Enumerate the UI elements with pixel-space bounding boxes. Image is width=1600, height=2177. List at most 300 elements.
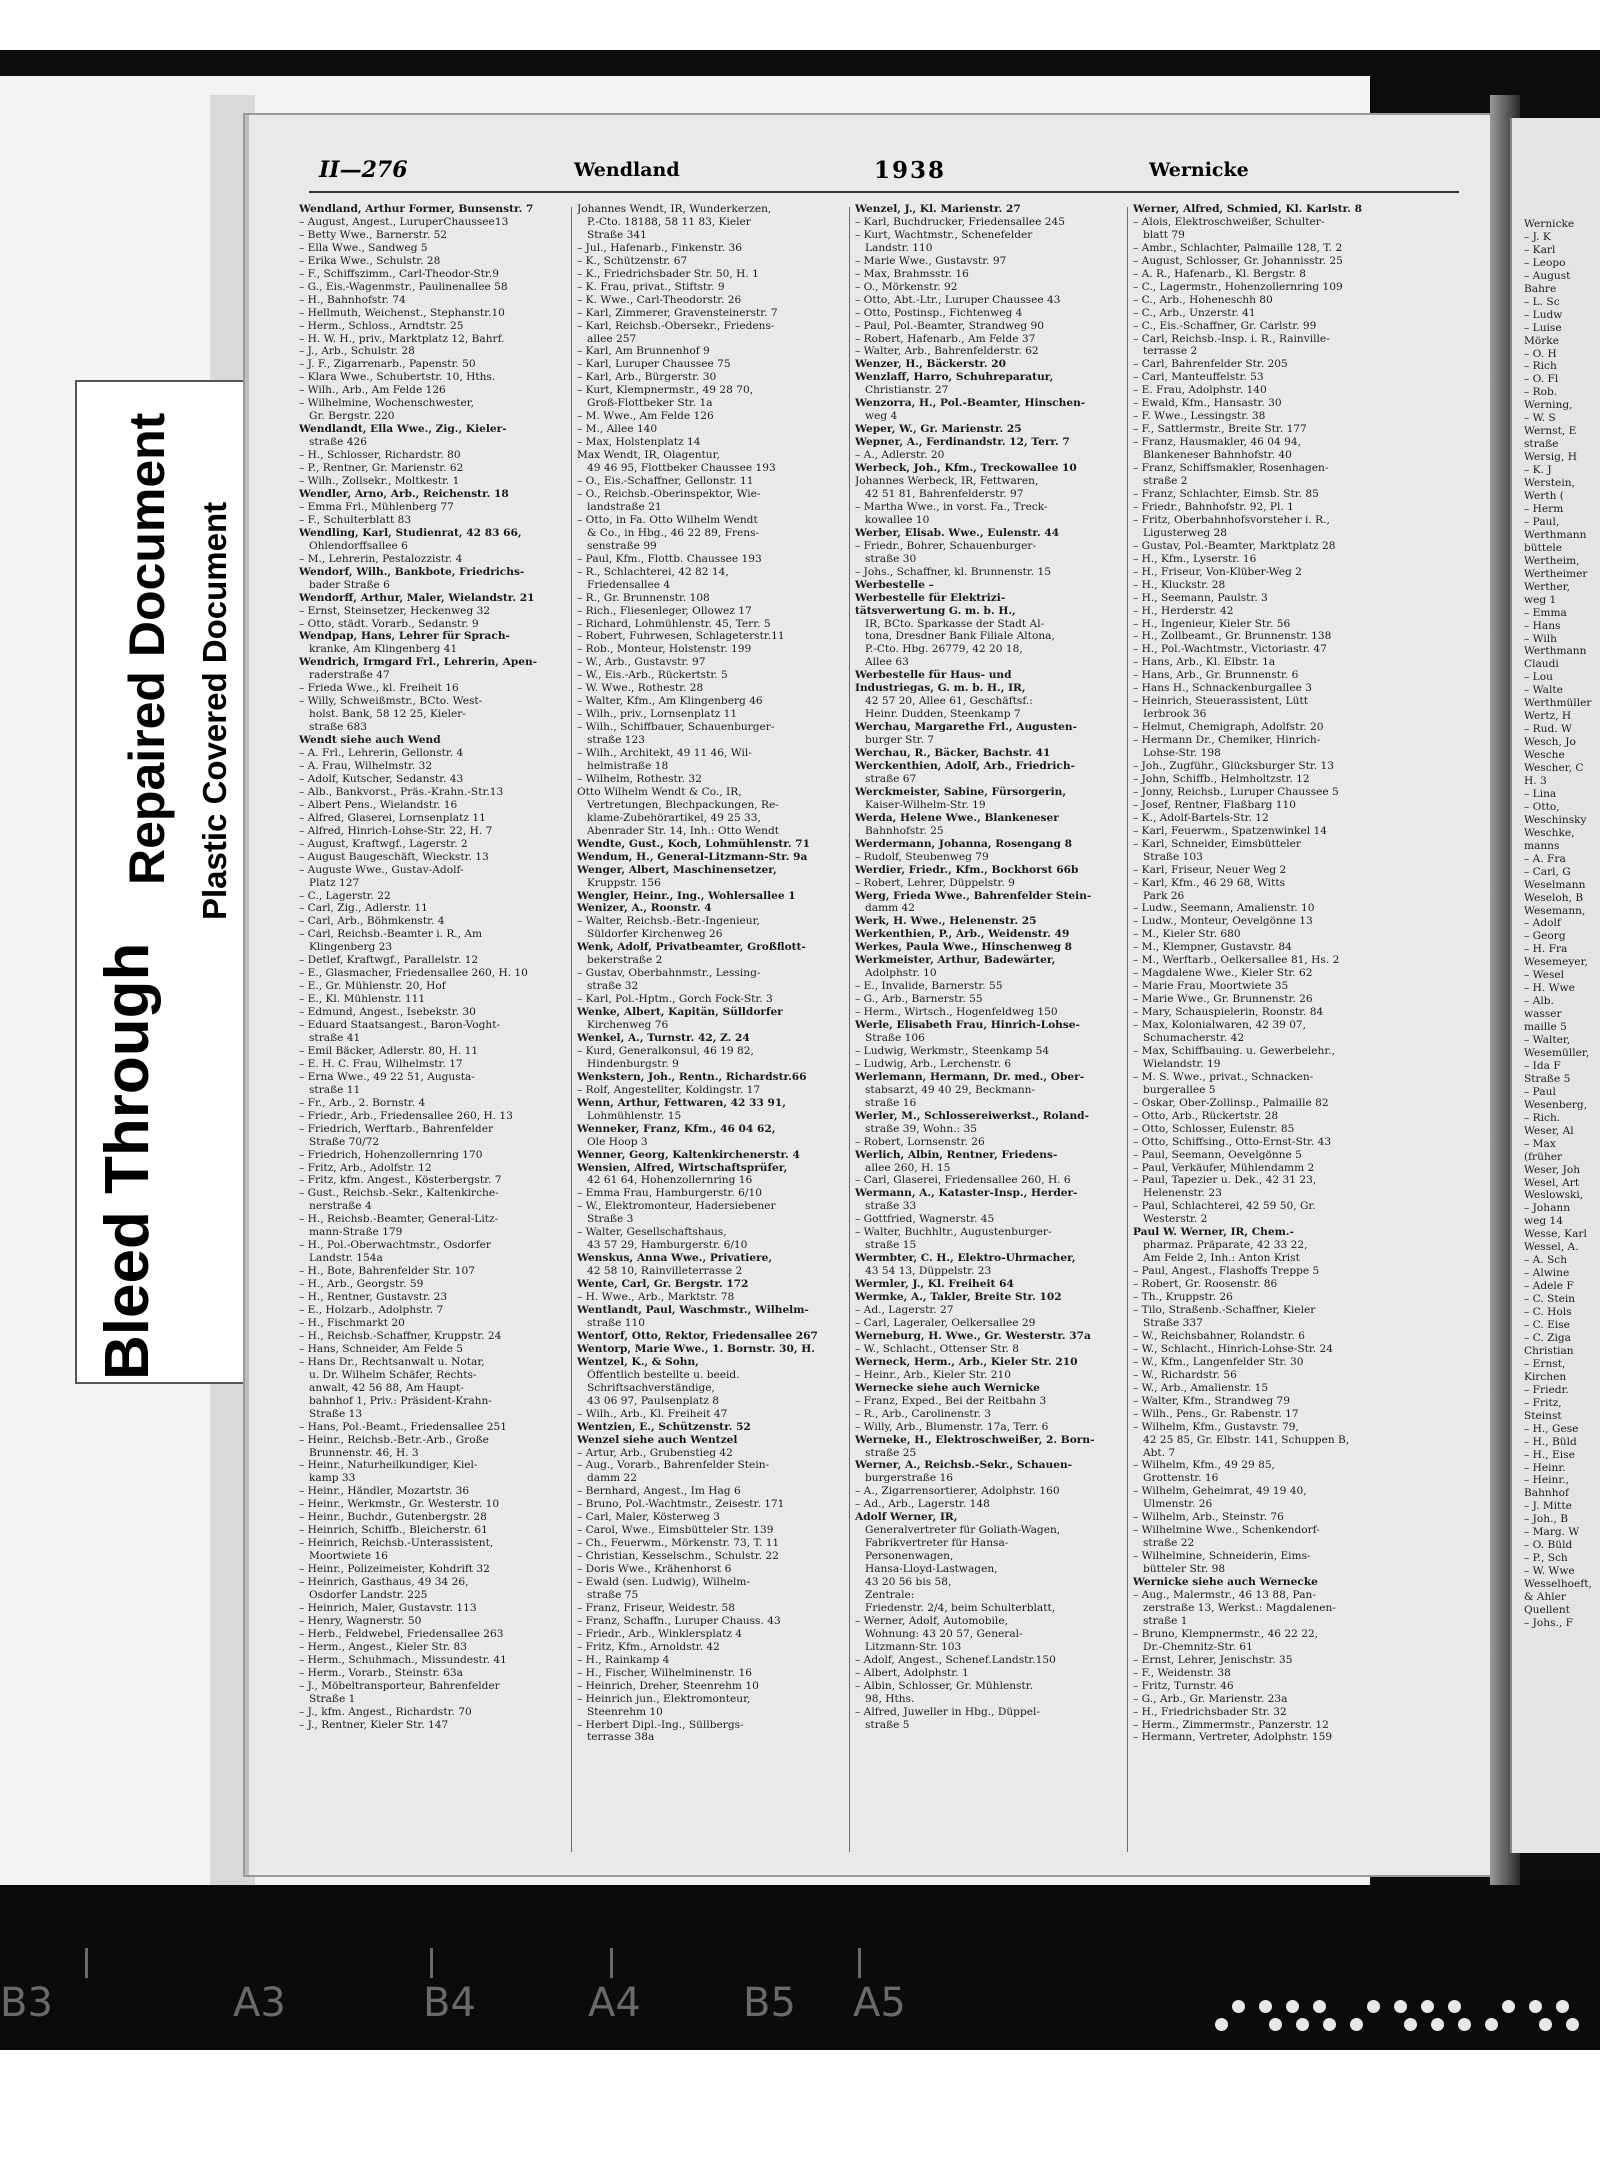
directory-entry: – Alfred, Glaserei, Lornsenplatz 11: [299, 811, 486, 824]
directory-entry: – Ella Wwe., Sandweg 5: [299, 241, 428, 254]
directory-entry: – Heinrich jun., Elektromonteur,: [577, 1692, 751, 1705]
directory-entry: 98, Hths.: [865, 1692, 915, 1705]
directory-entry: Süldorfer Kirchenweg 26: [587, 928, 723, 941]
directory-entry: 42 61 64, Hohenzollernring 16: [587, 1174, 753, 1187]
directory-entry: – R., Arb., Carolinenstr. 3: [855, 1407, 991, 1420]
calibration-dot: [1421, 2000, 1434, 2013]
directory-entry: holst. Bank, 58 12 25, Kieler-: [309, 708, 466, 721]
directory-entry: – H., Kluckstr. 28: [1133, 578, 1226, 591]
calibration-dot: [1529, 2000, 1542, 2013]
directory-entry: Hindenburgstr. 9: [587, 1057, 679, 1070]
directory-entry: – Friedr., Arb., Friedensallee 260, H. 13: [299, 1109, 513, 1122]
directory-entry: Werckenthien, Adolf, Arb., Friedrich-: [855, 759, 1075, 772]
directory-entry: kranke, Am Klingenberg 41: [309, 643, 458, 656]
directory-entry: Johannes Werbeck, IR, Fettwaren,: [855, 475, 1039, 488]
next-page-fragment: – Walter,: [1524, 1034, 1571, 1047]
directory-entry: Wente, Carl, Gr. Bergstr. 172: [577, 1278, 749, 1291]
next-page-fragment: – Leopo: [1524, 256, 1566, 269]
directory-entry: Johannes Wendt, IR, Wunderkerzen,: [577, 203, 772, 215]
directory-entry: Hansa-Lloyd-Lastwagen,: [865, 1563, 998, 1576]
directory-entry: – Karl, Pol.-Hptm., Gorch Fock-Str. 3: [577, 993, 773, 1006]
directory-entry: Wernicke siehe auch Wernecke: [1133, 1576, 1318, 1589]
directory-entry: Straße 1: [309, 1692, 356, 1705]
directory-entry: – C., Eis.-Schaffner, Gr. Carlstr. 99: [1133, 319, 1317, 332]
directory-entry: Straße 337: [1143, 1316, 1203, 1329]
directory-entry: – Emma Frau, Hamburgerstr. 6/10: [577, 1187, 762, 1200]
directory-entry: – Fritz, Arb., Adolfstr. 12: [299, 1161, 432, 1174]
directory-entry: bekerstraße 2: [587, 954, 663, 967]
directory-entry: – Heinr., Händler, Mozartstr. 36: [299, 1485, 470, 1498]
calibration-dot: [1313, 2000, 1326, 2013]
directory-entry: – Herm., Vorarb., Steinstr. 63a: [299, 1666, 463, 1679]
directory-entry: – Paul, Schlachterei, 42 59 50, Gr.: [1133, 1200, 1316, 1213]
directory-entry: – Alb., Bankvorst., Präs.-Krahn.-Str.13: [299, 785, 504, 798]
directory-page: [245, 115, 1511, 1875]
directory-entry: – G., Arb., Barnerstr. 55: [855, 993, 983, 1006]
next-page-fragment: Weser, Al: [1524, 1124, 1574, 1137]
directory-entry: – Fritz, Oberbahnhofsvorsteher i. R.,: [1133, 513, 1330, 526]
directory-entry: – F., Schulterblatt 83: [299, 513, 412, 526]
directory-entry: – Robert, Gr. Roosenstr. 86: [1133, 1278, 1278, 1291]
directory-entry: – Paul, Angest., Flashoffs Treppe 5: [1133, 1265, 1320, 1278]
directory-entry: – C., Lagermstr., Hohenzollernring 109: [1133, 280, 1343, 293]
directory-entry: – Hellmuth, Weichenst., Stephanstr.10: [299, 306, 505, 319]
next-page-fragment: – Lou: [1524, 671, 1553, 684]
directory-entry: – G., Eis.-Wagenmstr., Paulinenallee 58: [299, 280, 508, 293]
calibration-dot: [1259, 2000, 1272, 2013]
next-page-fragment: Weseloh, B: [1524, 891, 1584, 904]
directory-entry: – Carl, Maler, Kösterweg 3: [577, 1511, 720, 1524]
directory-entry: – Rob., Monteur, Holstenstr. 199: [577, 643, 752, 656]
directory-entry: Wenzorra, H., Pol.-Beamter, Hinschen-: [855, 397, 1086, 410]
directory-entry: Werber, Elisab. Wwe., Eulenstr. 44: [855, 526, 1060, 539]
directory-entry: Werbestelle –: [855, 578, 934, 591]
directory-entry: Weper, W., Gr. Marienstr. 25: [855, 423, 1022, 436]
directory-entry: – Klara Wwe., Schubertstr. 10, Hths.: [299, 371, 496, 384]
directory-entry: – Karl, Luruper Chaussee 75: [577, 358, 731, 371]
directory-entry: – Max, Holstenplatz 14: [577, 436, 701, 449]
directory-entry: Vertretungen, Blechpackungen, Re-: [587, 798, 779, 811]
next-page-fragment: – Johann: [1524, 1202, 1571, 1215]
next-page-fragment: – C. Eise: [1524, 1319, 1570, 1332]
column-divider: [849, 207, 850, 1852]
directory-entry: – Carol, Wwe., Eimsbütteler Str. 139: [577, 1524, 774, 1537]
directory-entry: – Alfred, Juweller in Hbg., Düppel-: [855, 1705, 1040, 1718]
directory-entry: – Christian, Kesselschm., Schulstr. 22: [577, 1550, 779, 1563]
next-page-fragment: Wesel, Art: [1524, 1176, 1580, 1189]
directory-entry: – Heinr., Reichsb.-Betr.-Arb., Große: [299, 1433, 489, 1446]
directory-entry: – K., Friedrichsbader Str. 50, H. 1: [577, 267, 759, 280]
directory-entry: – Paul, Pol.-Beamter, Strandweg 90: [855, 319, 1045, 332]
directory-entry: blatt 79: [1143, 228, 1185, 241]
directory-entry: Wenzer, H., Bäckerstr. 20: [855, 358, 1007, 371]
directory-entry: – Karl, Schneider, Eimsbütteler: [1133, 837, 1301, 850]
directory-entry: kamp 33: [309, 1472, 356, 1485]
directory-entry: – Herbert Dipl.-Ing., Süllbergs-: [577, 1718, 744, 1731]
directory-entry: Helenenstr. 23: [1143, 1187, 1222, 1200]
directory-entry: – Franz, Schiffsmakler, Rosenhagen-: [1133, 462, 1329, 475]
next-page-fragment: – W. Wwe: [1524, 1565, 1575, 1578]
directory-entry: – W. Wwe., Rothestr. 28: [577, 682, 704, 695]
directory-entry: Kirchenweg 76: [587, 1019, 669, 1032]
directory-entry: straße 67: [865, 772, 917, 785]
next-page-fragment: – H., Büld: [1524, 1435, 1577, 1448]
directory-entry: Ierbrook 36: [1143, 708, 1207, 721]
directory-entry: Klingenberg 23: [309, 941, 393, 954]
directory-entry: Werchau, R., Bäcker, Bachstr. 41: [855, 747, 1051, 760]
directory-entry: – Otto, in Fa. Otto Wilhelm Wendt: [577, 513, 758, 526]
directory-entry: – E. H. C. Frau, Wilhelmstr. 17: [299, 1057, 463, 1070]
next-page-fragment: – Ida F: [1524, 1059, 1561, 1072]
next-page-fragment: Weselmann: [1524, 878, 1586, 891]
directory-entry: terrasse 38a: [587, 1731, 655, 1744]
directory-entry: – Paul, Kfm., Flottb. Chaussee 193: [577, 552, 762, 565]
directory-entry: – Wilhelmine, Schneiderin, Eims-: [1133, 1550, 1311, 1563]
directory-entry: – Albert, Adolphstr. 1: [855, 1666, 969, 1679]
directory-entry: Werbestelle für Haus- und: [855, 669, 1012, 682]
directory-entry: Ohlendorffsallee 6: [309, 539, 408, 552]
directory-entry: straße 1: [1143, 1614, 1188, 1627]
directory-entry: – Helmut, Chemigraph, Adolfstr. 20: [1133, 721, 1324, 734]
directory-entry: – Heinrich, Schiffb., Bleicherstr. 61: [299, 1524, 488, 1537]
directory-entry: – Bruno, Pol.-Wachtmstr., Zeisestr. 171: [577, 1498, 785, 1511]
next-page-fragment: Werning,: [1524, 399, 1573, 412]
header-rule: [309, 191, 1459, 193]
next-page-fragment: Straße 5: [1524, 1072, 1571, 1085]
directory-entry: – Wilh., Arb., Am Felde 126: [299, 384, 446, 397]
directory-entry: – Hans, Schneider, Am Felde 5: [299, 1342, 464, 1355]
next-page-fragment: – Carl, G: [1524, 865, 1571, 878]
next-page-fragment: Wesemann,: [1524, 904, 1586, 917]
directory-entry: – H., Pol.-Oberwachtmstr., Osdorfer: [299, 1239, 491, 1252]
directory-entry: Wenke, Albert, Kapitän, Sülldorfer: [577, 1006, 783, 1019]
next-page-fragment: – J. Mitte: [1524, 1500, 1572, 1513]
directory-entry: Brunnenstr. 46, H. 3: [309, 1446, 419, 1459]
next-page-fragment: (früher: [1524, 1150, 1563, 1163]
next-page-fragment: Wertheimer: [1524, 567, 1588, 580]
directory-entry: Lohse-Str. 198: [1143, 747, 1221, 760]
directory-entry: – Otto, Schlosser, Eulenstr. 85: [1133, 1122, 1295, 1135]
directory-entry: – Robert, Fuhrwesen, Schlageterstr.11: [577, 630, 785, 643]
directory-entry: – M. S. Wwe., privat., Schnacken-: [1133, 1070, 1314, 1083]
directory-entry: – Max, Brahmsstr. 16: [855, 267, 969, 280]
next-page-fragment: Werthmann: [1524, 528, 1587, 541]
directory-entry: – Franz, Hausmakler, 46 04 94,: [1133, 436, 1301, 449]
next-page-fragment: – P., Sch: [1524, 1552, 1568, 1565]
directory-entry: Osdorfer Landstr. 225: [309, 1588, 428, 1601]
directory-entry: – F., Weidenstr. 38: [1133, 1666, 1231, 1679]
directory-entry: Litzmann-Str. 103: [865, 1640, 962, 1653]
next-page-fragment: Wesemüller,: [1524, 1047, 1590, 1059]
calibration-dot: [1404, 2018, 1417, 2031]
directory-entry: Groß-Flottbeker Str. 1a: [587, 397, 713, 410]
directory-entry: Wendorff, Arthur, Maler, Wielandstr. 21: [299, 591, 535, 604]
directory-entry: Abt. 7: [1143, 1446, 1176, 1459]
directory-entry: – Wilhelm, Geheimrat, 49 19 40,: [1133, 1485, 1307, 1498]
directory-entry: Wenzlaff, Harro, Schuhreparatur,: [855, 371, 1054, 384]
directory-entry: – Paul, Verkäufer, Mühlendamm 2: [1133, 1161, 1315, 1174]
directory-entry: bahnhof 1, Priv.: Präsident-Krahn-: [309, 1394, 492, 1407]
directory-entry: – Willy, Arb., Blumenstr. 17a, Terr. 6: [855, 1420, 1049, 1433]
directory-entry: – G., Arb., Gr. Marienstr. 23a: [1133, 1692, 1288, 1705]
calibration-dot: [1566, 2018, 1579, 2031]
directory-entry: – Wilh., priv., Lornsenplatz 11: [577, 708, 738, 721]
top-margin: [0, 0, 1600, 50]
directory-entry: – Otto, Arb., Rückertstr. 28: [1133, 1109, 1279, 1122]
directory-entry: anwalt, 42 56 88, Am Haupt-: [309, 1381, 464, 1394]
label-repaired-document: Repaired Document: [119, 412, 175, 885]
directory-entry: – R., Schlachterei, 42 82 14,: [577, 565, 729, 578]
directory-entry: – M., Werftarb., Oelkersallee 81, Hs. 2: [1133, 954, 1340, 967]
directory-entry: – Willy, Schweißmstr., BCto. West-: [299, 695, 483, 708]
directory-entry: – Richard, Lohmühlenstr. 45, Terr. 5: [577, 617, 771, 630]
next-page-fragment: Christian: [1524, 1344, 1574, 1357]
directory-entry: Bahnhofstr. 25: [865, 824, 944, 837]
directory-entry: helmistraße 18: [587, 759, 669, 772]
directory-entry: – Joh., Zugführ., Glücksburger Str. 13: [1133, 759, 1334, 772]
directory-entry: bader Straße 6: [309, 578, 390, 591]
next-page-fragment: Wesselhoeft,: [1524, 1578, 1592, 1591]
directory-entry: – Otto, Abt.-Ltr., Luruper Chaussee 43: [855, 293, 1061, 306]
calibration-dot: [1350, 2018, 1363, 2031]
directory-entry: – E., Kl. Mühlenstr. 111: [299, 993, 426, 1006]
directory-entry: – Fr., Arb., 2. Bornstr. 4: [299, 1096, 426, 1109]
next-page-fragment: – Marg. W: [1524, 1526, 1580, 1539]
directory-entry: – J., Möbeltransporteur, Bahrenfelder: [299, 1679, 500, 1692]
directory-entry: – M., Klempner, Gustavstr. 84: [1133, 941, 1292, 954]
page-number: II—276: [319, 157, 408, 183]
directory-entry: – August Baugeschäft, Wieckstr. 13: [299, 850, 489, 863]
directory-entry: Wendt siehe auch Wend: [299, 734, 441, 747]
directory-entry: – August, Kraftwgf., Lagerstr. 2: [299, 837, 468, 850]
directory-entry: – Rich., Fliesenleger, Ollowez 17: [577, 604, 752, 617]
directory-entry: Platz 127: [309, 876, 360, 889]
directory-entry: Wentzien, E., Schützenstr. 52: [577, 1420, 751, 1433]
directory-entry: straße 22: [1143, 1537, 1195, 1550]
directory-entry: – Friedrich, Werftarb., Bahrenfelder: [299, 1122, 494, 1135]
directory-entry: Paul W. Werner, IR, Chem.-: [1133, 1226, 1294, 1239]
directory-entry: – Hermann Dr., Chemiker, Hinrich-: [1133, 734, 1321, 747]
directory-entry: – W., Schlacht., Hinrich-Lohse-Str. 24: [1133, 1342, 1334, 1355]
next-page-fragment: Wernicke: [1524, 218, 1575, 230]
directory-entry: Wenn, Arthur, Fettwaren, 42 33 91,: [577, 1096, 786, 1109]
directory-entry: Wenner, Georg, Kaltenkirchenerstr. 4: [577, 1148, 800, 1161]
directory-entry: – K. Wwe., Carl-Theodorstr. 26: [577, 293, 742, 306]
next-page-fragment: – Fritz,: [1524, 1396, 1562, 1409]
next-page-fragment: – H., Gese: [1524, 1422, 1579, 1435]
next-page-fragment: – O. H: [1524, 347, 1557, 360]
next-page-fragment: – Paul,: [1524, 515, 1560, 528]
directory-entry: – Jonny, Reichsb., Luruper Chaussee 5: [1133, 785, 1339, 798]
next-page-fragment: – Friedr.: [1524, 1383, 1569, 1396]
directory-entry: – August, Schlosser, Gr. Johannisstr. 25: [1133, 254, 1343, 267]
directory-entry: Wernecke siehe auch Wernicke: [855, 1381, 1040, 1394]
directory-entry: – Ad., Lagerstr. 27: [855, 1304, 954, 1317]
next-page-fragment: – Alwine: [1524, 1267, 1570, 1280]
directory-entry: straße 683: [309, 721, 368, 734]
directory-entry: Wendlandt, Ella Wwe., Zig., Kieler-: [299, 423, 507, 436]
directory-entry: Straße 341: [587, 228, 647, 241]
directory-entry: 43 06 97, Paulsenplatz 8: [587, 1394, 720, 1407]
directory-entry: Wielandstr. 19: [1143, 1057, 1221, 1070]
color-calibration-dots: [1205, 2000, 1600, 2040]
directory-entry: – F. Wwe., Lessingstr. 38: [1133, 410, 1266, 423]
next-page-fragment: – Johs., F: [1524, 1616, 1574, 1629]
directory-entry: Max Wendt, IR, Olagentur,: [577, 449, 720, 462]
calibration-dot: [1431, 2018, 1444, 2031]
next-page-fragment: – August: [1524, 269, 1571, 282]
directory-entry: – Carl, Reichsb.-Insp. i. R., Rainville-: [1133, 332, 1330, 345]
directory-entry: – Erika Wwe., Schulstr. 28: [299, 254, 441, 267]
directory-entry: – Carl, Zig., Adlerstr. 11: [299, 902, 428, 915]
next-page-fragment: wasser: [1524, 1008, 1562, 1021]
next-page-fragment: – Walte: [1524, 684, 1563, 697]
directory-entry: Kruppstr. 156: [587, 876, 661, 889]
directory-entry: & Co., in Hbg., 46 22 89, Frens-: [587, 526, 760, 539]
ruler-label: B5: [743, 1980, 796, 2026]
calibration-dot: [1286, 2000, 1299, 2013]
header-right-catchword: Wernicke: [1149, 159, 1249, 181]
next-page-fragment: büttele: [1524, 541, 1563, 554]
directory-entry: – Henry, Wagnerstr. 50: [299, 1614, 422, 1627]
directory-entry: – F., Schiffszimm., Carl-Theodor-Str.9: [299, 267, 499, 280]
directory-entry: Wendland, Arthur Former, Bunsenstr. 7: [299, 203, 534, 215]
directory-entry: Öffentlich bestellte u. beeid.: [587, 1368, 740, 1381]
next-page-fragment: – J. K: [1524, 230, 1551, 243]
next-page-fragment: – Wesel: [1524, 969, 1565, 982]
directory-entry: Werdier, Friedr., Kfm., Bockhorst 66b: [855, 863, 1079, 876]
directory-entry: straße 32: [587, 980, 639, 993]
directory-entry: Landstr. 110: [865, 241, 933, 254]
directory-entry: – Wilhelm, Kfm., Gustavstr. 79,: [1133, 1420, 1299, 1433]
next-page-fragment: Wertheim,: [1524, 554, 1580, 567]
directory-entry: Adolphstr. 10: [865, 967, 937, 980]
next-page-fragment: – Emma: [1524, 606, 1567, 619]
directory-entry: Werchau, Margarethe Frl., Augusten-: [855, 721, 1077, 734]
directory-entry: – W., Eis.-Arb., Rückertstr. 5: [577, 669, 728, 682]
next-page-fragment: Steinst: [1524, 1409, 1562, 1422]
directory-entry: Friedenstr. 2/4, beim Schulterblatt,: [865, 1601, 1056, 1614]
next-page-fragment: Wescher, C: [1524, 762, 1584, 775]
directory-entry: straße 41: [309, 1032, 361, 1044]
directory-entry: – H., Friedrichsbader Str. 32: [1133, 1705, 1287, 1718]
directory-entry: Wendorf, Wilh., Bankbote, Friedrichs-: [299, 565, 525, 578]
directory-column-3: [855, 203, 1123, 1848]
next-page-fragment: H. 3: [1524, 774, 1547, 787]
directory-entry: Allee 63: [865, 656, 909, 669]
directory-entry: – Albin, Schlosser, Gr. Mühlenstr.: [855, 1679, 1034, 1692]
directory-entry: – O., Eis.-Schaffner, Gellonstr. 11: [577, 475, 754, 488]
directory-entry: Wensien, Alfred, Wirtschaftsprüfer,: [577, 1161, 788, 1174]
next-page-fragment: – O. Büld: [1524, 1539, 1573, 1552]
directory-entry: – A. Frl., Lehrerin, Gellonstr. 4: [299, 747, 464, 760]
directory-entry: 43 20 56 bis 58,: [865, 1576, 952, 1589]
next-page-fragment: – Adolf: [1524, 917, 1561, 930]
directory-entry: – Kurt, Wachtmstr., Schenefelder: [855, 228, 1033, 241]
next-page-fragment: Weslowski,: [1524, 1189, 1584, 1202]
directory-entry: Werle, Elisabeth Frau, Hinrich-Lohse-: [855, 1019, 1080, 1032]
directory-entry: – W., Richardstr. 56: [1133, 1368, 1237, 1381]
directory-entry: Wenskus, Anna Wwe., Privatiere,: [577, 1252, 773, 1265]
directory-entry: – Tilo, Straßenb.-Schaffner, Kieler: [1133, 1304, 1316, 1317]
directory-entry: – H., Seemann, Paulstr. 3: [1133, 591, 1268, 604]
directory-entry: – Rudolf, Steubenweg 79: [855, 850, 989, 863]
directory-entry: – J., Arb., Schulstr. 28: [299, 345, 415, 358]
directory-entry: allee 257: [587, 332, 637, 345]
directory-entry: – Carl, Lageraler, Oelkersallee 29: [855, 1316, 1036, 1329]
directory-entry: – Carl, Arb., Böhmkenstr. 4: [299, 915, 445, 928]
next-page-fragment: – Max: [1524, 1137, 1556, 1150]
directory-entry: Werneck, Herm., Arb., Kieler Str. 210: [855, 1355, 1078, 1368]
directory-entry: – Wilh., Pens., Gr. Rabenstr. 17: [1133, 1407, 1299, 1420]
directory-entry: Industriegas, G. m. b. H., IR,: [855, 682, 1026, 695]
directory-entry: – E. Frau, Adolphstr. 140: [1133, 384, 1267, 397]
directory-entry: – K., Adolf-Bartels-Str. 12: [1133, 811, 1269, 824]
header-left-catchword: Wendland: [574, 159, 680, 181]
directory-entry: – Karl, Kfm., 46 29 68, Witts: [1133, 876, 1286, 889]
directory-entry: – Wilhelm, Arb., Steinstr. 76: [1133, 1511, 1284, 1524]
directory-entry: – O., Reichsb.-Oberinspektor, Wie-: [577, 487, 761, 500]
bottom-margin: [0, 2050, 1600, 2177]
directory-entry: Park 26: [1143, 889, 1185, 902]
directory-entry: 42 51 81, Bahrenfelderstr. 97: [865, 487, 1024, 500]
next-page-fragment: – Georg: [1524, 930, 1566, 943]
directory-entry: – Heinr., Naturheilkundiger, Kiel-: [299, 1459, 478, 1472]
directory-entry: – Carl, Reichsb.-Beamter i. R., Am: [299, 928, 483, 941]
directory-entry: Ole Hoop 3: [587, 1135, 648, 1148]
next-page-fragment: & Ahler: [1524, 1591, 1566, 1604]
directory-entry: straße 25: [865, 1446, 917, 1459]
directory-entry: – Ludwig, Werkmstr., Steenkamp 54: [855, 1044, 1050, 1057]
directory-entry: tätsverwertung G. m. b. H.,: [855, 604, 1016, 617]
directory-entry: – Werner, Adolf, Automobile,: [855, 1614, 1008, 1627]
directory-entry: – Marie Wwe., Gr. Brunnenstr. 26: [1133, 993, 1313, 1006]
directory-entry: straße 30: [865, 552, 917, 565]
next-page-fragment: – C. Stein: [1524, 1293, 1576, 1306]
next-page-fragment: Werther,: [1524, 580, 1570, 593]
directory-entry: – Herm., Zimmermstr., Panzerstr. 12: [1133, 1718, 1329, 1731]
directory-entry: Generalvertreter für Goliath-Wagen,: [865, 1524, 1061, 1537]
directory-entry: – Kurt, Klempnermstr., 49 28 70,: [577, 384, 754, 397]
directory-entry: – H., Reichsb.-Beamter, General-Litz-: [299, 1213, 499, 1226]
directory-entry: – Otto, Postinsp., Fichtenweg 4: [855, 306, 1023, 319]
directory-entry: – Otto, Schiffsing., Otto-Ernst-Str. 43: [1133, 1135, 1332, 1148]
ruler-label: A3: [233, 1980, 286, 2026]
directory-entry: straße 2: [1143, 475, 1188, 488]
directory-entry: Wendum, H., General-Litzmann-Str. 9a: [577, 850, 808, 863]
directory-entry: Straße 3: [587, 1213, 634, 1226]
directory-entry: nerstraße 4: [309, 1200, 372, 1213]
directory-entry: – Hans Dr., Rechtsanwalt u. Notar,: [299, 1355, 485, 1368]
next-page-fragment: – O. Fl: [1524, 373, 1559, 386]
directory-entry: – H., Reichsb.-Schaffner, Kruppstr. 24: [299, 1329, 502, 1342]
directory-entry: – H., Schlosser, Richardstr. 80: [299, 449, 461, 462]
directory-entry: – H., Fischer, Wilhelminenstr. 16: [577, 1666, 752, 1679]
next-page-fragment: straße: [1524, 438, 1559, 451]
page-header: [249, 157, 1469, 191]
directory-entry: – John, Schiffb., Helmholtzstr. 12: [1133, 772, 1310, 785]
next-page-fragment: Bahnhof: [1524, 1487, 1569, 1500]
directory-entry: 42 57 20, Allee 61, Geschäftsf.:: [865, 695, 1033, 708]
directory-entry: – Aug., Malermstr., 46 13 88, Pan-: [1133, 1588, 1316, 1601]
directory-entry: Werk, H. Wwe., Helenenstr. 25: [855, 915, 1037, 928]
directory-entry: – Ernst, Steinsetzer, Heckenweg 32: [299, 604, 491, 617]
directory-entry: Wermke, A., Takler, Breite Str. 102: [855, 1291, 1062, 1304]
directory-entry: Adolf Werner, IR,: [855, 1511, 958, 1524]
directory-entry: Straße 106: [865, 1032, 925, 1044]
directory-entry: Wengler, Heinr., Ing., Wohlersallee 1: [577, 889, 796, 902]
directory-entry: Moortwiete 16: [309, 1550, 389, 1563]
